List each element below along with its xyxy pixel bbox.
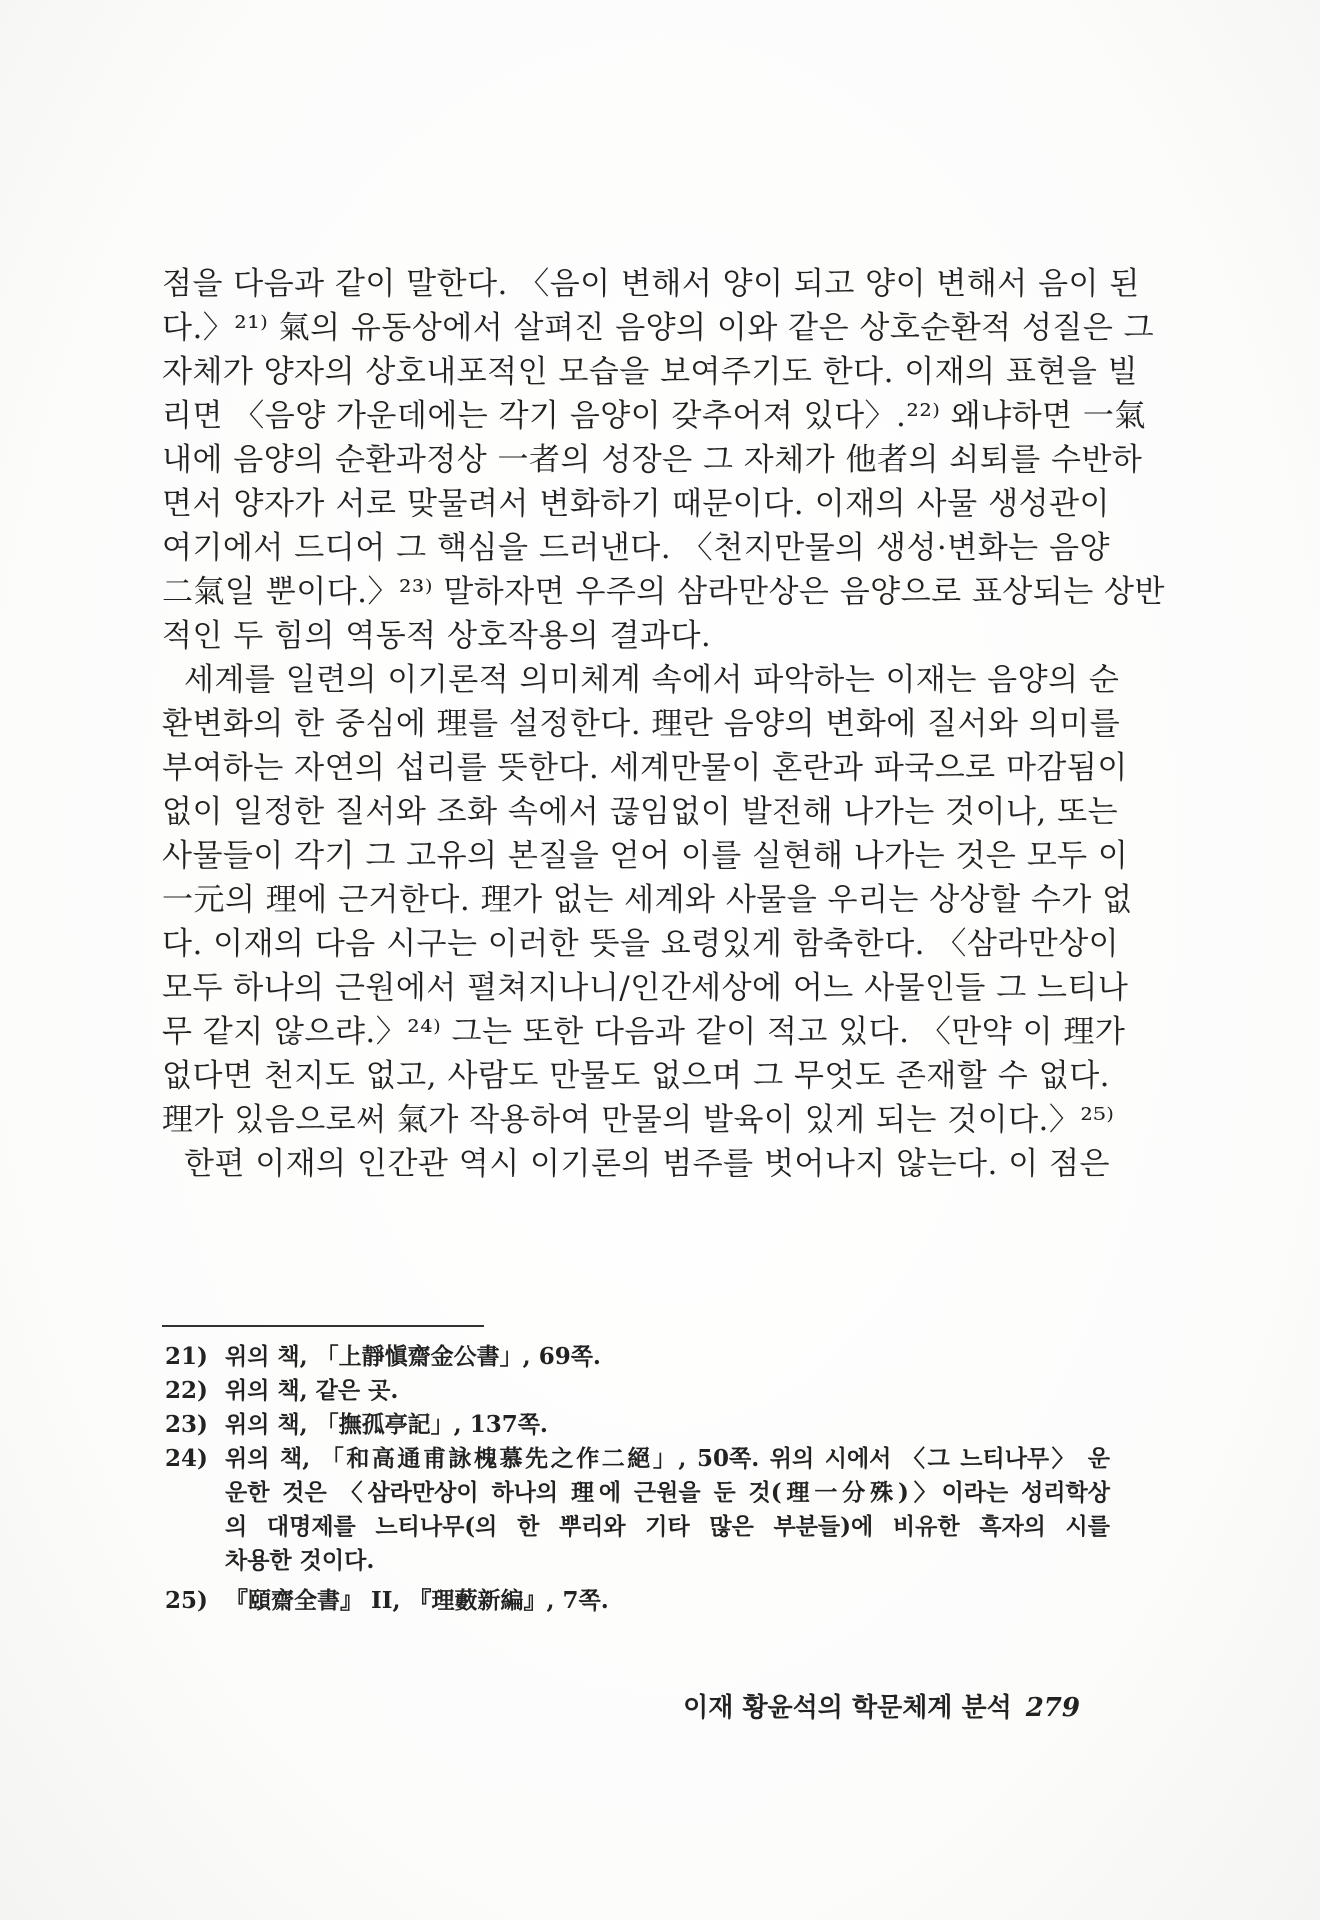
- footnotes: [165, 1340, 1110, 1618]
- footnote-divider: [162, 1325, 484, 1327]
- text-line: 리면 〈음양 가운데에는 각기 음양이 갖추어져 있다〉.²²⁾ 왜냐하면 一氣: [162, 398, 1146, 434]
- footnote-24: [165, 1442, 1110, 1578]
- paragraph-first-line: 세계를 일련의 이기론적 의미체계 속에서 파악하는 이재는 음양의 순: [184, 662, 1120, 698]
- text-line: 없다면 천지도 없고, 사람도 만물도 없으며 그 무엇도 존재할 수 없다.: [162, 1058, 1110, 1094]
- body-text: [162, 262, 1165, 1186]
- text-line: 二氣일 뿐이다.〉²³⁾ 말하자면 우주의 삼라만상은 음양으로 표상되는 상반: [162, 574, 1165, 610]
- text-line: 모두 하나의 근원에서 펼쳐지나니/인간세상에 어느 사물인들 그 느티나: [162, 970, 1129, 1006]
- text-line: 다.〉²¹⁾ 氣의 유동상에서 살펴진 음양의 이와 같은 상호순환적 성질은 그: [162, 310, 1155, 346]
- footnote-text: 운한 것은 〈삼라만상이 하나의 理에 근원을 둔 것(理一分殊)〉이라는 성리학상: [225, 1479, 1110, 1506]
- footnote-25: [165, 1584, 1110, 1618]
- text-line: 적인 두 힘의 역동적 상호작용의 결과다.: [162, 618, 712, 654]
- text-line: 무 같지 않으랴.〉²⁴⁾ 그는 또한 다음과 같이 적고 있다. 〈만약 이 理가: [162, 1014, 1126, 1050]
- text-line: 理가 있음으로써 氣가 작용하여 만물의 발육이 있게 되는 것이다.〉²⁵⁾: [162, 1102, 1115, 1138]
- footnote-text: 『頤齋全書』 II, 『理藪新編』, 7쪽.: [225, 1587, 609, 1614]
- footnote-number: 25): [165, 1587, 208, 1614]
- footnote-number: 23): [165, 1411, 208, 1438]
- footnote-22: [165, 1374, 1110, 1408]
- text-line: 없이 일정한 질서와 조화 속에서 끊임없이 발전해 나가는 것이나, 또는: [162, 794, 1119, 830]
- footnote-21: [165, 1340, 1110, 1374]
- footnote-23: [165, 1408, 1110, 1442]
- footnote-number: 22): [165, 1377, 208, 1404]
- footnote-number: 24): [165, 1445, 208, 1472]
- text-line: 내에 음양의 순환과정상 一者의 성장은 그 자체가 他者의 쇠퇴를 수반하: [162, 442, 1143, 478]
- footnote-text: 의 대명제를 느티나무(의 한 뿌리와 기타 많은 부분들)에 비유한 흑자의 시를: [225, 1513, 1110, 1540]
- text-line: 점을 다음과 같이 말한다. 〈음이 변해서 양이 되고 양이 변해서 음이 된: [162, 266, 1140, 302]
- running-title: 이재 황윤석의 학문체계 분석: [683, 1693, 1012, 1723]
- text-line: 자체가 양자의 상호내포적인 모습을 보여주기도 한다. 이재의 표현을 빌: [162, 354, 1139, 390]
- page-footer: [683, 1688, 1080, 1728]
- footnote-text: 위의 책, 「和高通甫詠槐慕先之作二絕」, 50쪽. 위의 시에서 〈그 느티나무〉 운: [225, 1445, 1110, 1472]
- footnote-text: 위의 책, 「撫孤亭記」, 137쪽.: [225, 1411, 548, 1438]
- text-line: 면서 양자가 서로 맞물려서 변화하기 때문이다. 이재의 사물 생성관이: [162, 486, 1110, 522]
- page-number: 279: [1025, 1693, 1080, 1723]
- footnote-text: 위의 책, 같은 곳.: [225, 1377, 399, 1404]
- footnote-number: 21): [165, 1343, 208, 1370]
- text-line: 사물들이 각기 그 고유의 본질을 얻어 이를 실현해 나가는 것은 모두 이: [162, 838, 1129, 874]
- paragraph-first-line: 한편 이재의 인간관 역시 이기론의 범주를 벗어나지 않는다. 이 점은: [184, 1146, 1110, 1182]
- text-line: 환변화의 한 중심에 理를 설정한다. 理란 음양의 변화에 질서와 의미를: [162, 706, 1121, 742]
- text-line: 一元의 理에 근거한다. 理가 없는 세계와 사물을 우리는 상상할 수가 없: [162, 882, 1133, 918]
- text-line: 부여하는 자연의 섭리를 뜻한다. 세계만물이 혼란과 파국으로 마감됨이: [162, 750, 1128, 786]
- footnote-text: 차용한 것이다.: [225, 1547, 375, 1574]
- text-line: 여기에서 드디어 그 핵심을 드러낸다. 〈천지만물의 생성·변화는 음양: [162, 530, 1110, 566]
- footnote-text: 위의 책, 「上靜愼齋金公書」, 69쪽.: [225, 1343, 601, 1370]
- text-line: 다. 이재의 다음 시구는 이러한 뜻을 요령있게 함축한다. 〈삼라만상이: [162, 926, 1120, 962]
